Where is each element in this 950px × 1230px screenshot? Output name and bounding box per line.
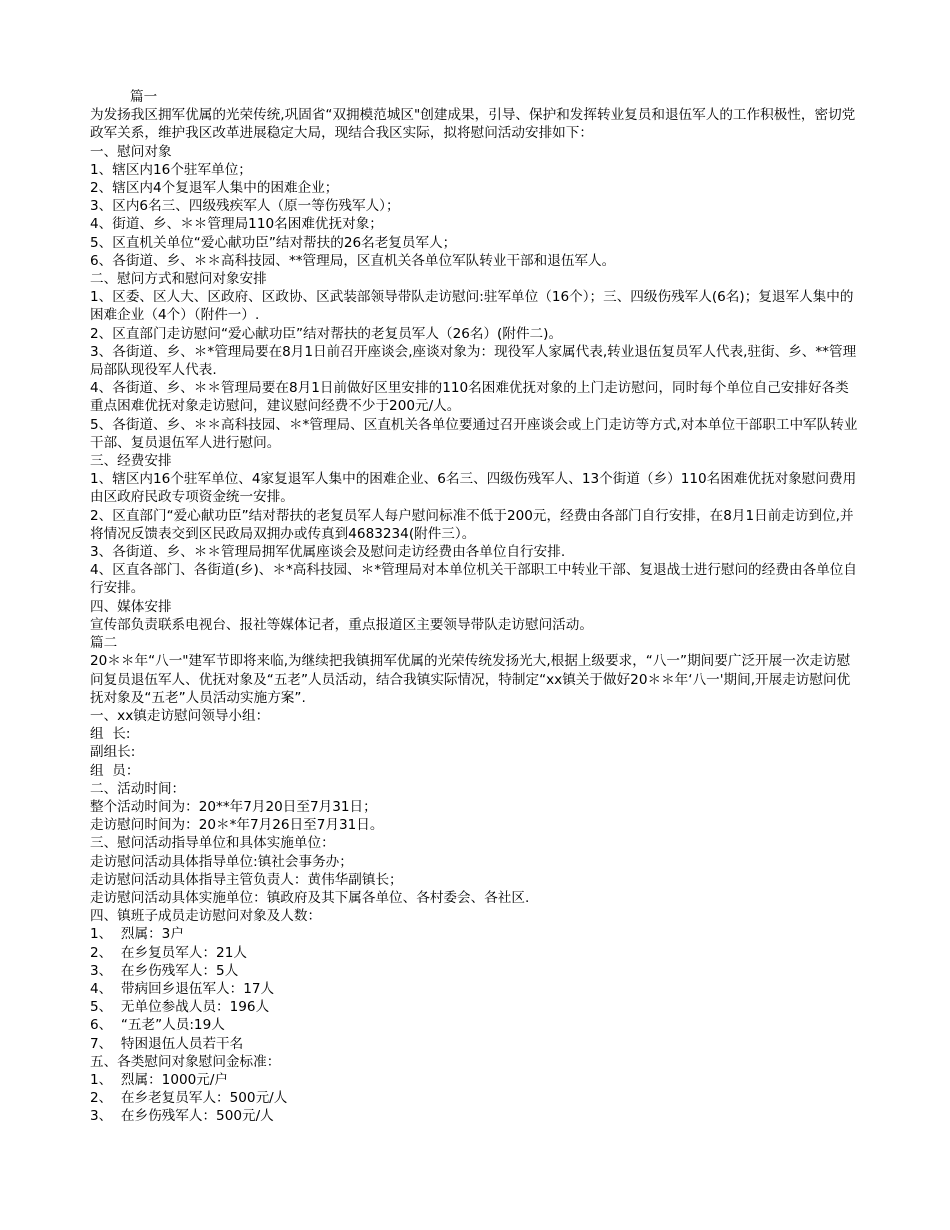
intro-paragraph: 20＊＊年“八一"建军节即将来临,为继续把我镇拥军优属的光荣传统发扬光大,根据上级要求，“八一”期间要广泛开展一次走访慰问复员退伍军人、优抚对象及“五老”人员活动，结合我镇实际情况，特制定“xx镇关于做好20＊＊年‘八一'期间,开展走访慰问优抚对象及“五老”人员活动实施方案”.	[90, 653, 851, 706]
list-item: 1、区委、区人大、区政府、区政协、区武装部领导带队走访慰问:驻军单位（16个）；三、四级伤残军人(6名)；复退军人集中的困难企业（4个）（附件一）.	[90, 289, 854, 324]
list-item: 3、区内6名三、四级残疾军人（原一等伤残军人）；	[90, 198, 400, 215]
paragraph: 走访慰问活动具体指导主管负责人：黄伟华副镇长；	[90, 871, 403, 888]
list-item: 5、各街道、乡、＊＊高科技园、＊*管理局、区直机关各单位要通过召开座谈会或上门走访等方式,对本单位干部职工中军队转业干部、复员退伍军人进行慰问。	[90, 416, 858, 451]
list-item: 3、 在乡伤残军人：500元/人	[90, 1108, 274, 1125]
list-item: 2、 在乡复员军人：21人	[90, 944, 247, 961]
list-item: 2、辖区内4个复退军人集中的困难企业；	[90, 180, 339, 197]
role-leader: 组 长:	[90, 726, 131, 743]
list-item: 2、 在乡老复员军人：500元/人	[90, 1090, 288, 1107]
list-item: 1、 烈属：1000元/户	[90, 1071, 229, 1088]
list-item: 4、各街道、乡、＊＊管理局要在8月1日前做好区里安排的110名困难优抚对象的上门走访慰问，同时每个单位自己安排好各类重点困难优抚对象走访慰问，建议慰问经费不少于200元/人。	[90, 380, 849, 415]
subheading-units: 三、慰问活动指导单位和具体实施单位：	[90, 835, 335, 852]
subheading-funding-standards: 五、各类慰问对象慰问金标准：	[90, 1053, 281, 1070]
subheading-targets: 一、慰问对象	[90, 143, 172, 160]
paragraph: 走访慰问时间为：20＊*年7月26日至7月31日。	[90, 817, 384, 834]
list-item: 4、区直各部门、各街道(乡)、＊*高科技园、＊*管理局对本单位机关干部职工中转业干部、复退战士进行慰问的经费由各单位自行安排。	[90, 562, 857, 597]
list-item: 3、各街道、乡、＊*管理局要在8月1日前召开座谈会,座谈对象为：现役军人家属代表,转业退伍复员军人代表,驻街、乡、**管理局部队现役军人代表.	[90, 343, 857, 379]
list-item: 4、 带病回乡退伍军人：17人	[90, 980, 275, 997]
paragraph: 整个活动时间为：20**年7月20日至7月31日；	[90, 798, 377, 815]
list-item: 2、区直部门“爱心献功臣”结对帮扶的老复员军人每户慰问标准不低于200元，经费由各部门自行安排，在8月1日前走访到位,并将情况反馈表交到区民政局双拥办或传真到4683234(附件三）。	[90, 507, 854, 542]
list-item: 6、各街道、乡、＊＊高科技园、**管理局，区直机关各单位军队转业干部和退伍军人。	[90, 252, 616, 269]
list-item: 6、 “五老”人员:19人	[90, 1017, 225, 1034]
list-item: 1、辖区内16个驻军单位、4家复退军人集中的困难企业、6名三、四级伤残军人、13个街道（乡）110名困难优抚对象慰问费用由区政府民政专项资金统一安排。	[90, 471, 857, 506]
section-heading-part-two: 篇二	[90, 635, 118, 652]
list-item: 5、 无单位参战人员：196人	[90, 999, 270, 1016]
document-page	[90, 88, 860, 1126]
section-heading-part-one: 篇一	[130, 89, 158, 105]
list-item: 5、区直机关单位“爱心献功臣”结对帮扶的26名老复员军人；	[90, 234, 457, 251]
subheading-visit-counts: 四、镇班子成员走访慰问对象及人数：	[90, 908, 322, 925]
subheading-funding: 三、经费安排	[90, 453, 172, 470]
paragraph: 宣传部负责联系电视台、报社等媒体记者，重点报道区主要领导带队走访慰问活动。	[90, 616, 593, 633]
list-item: 2、区直部门走访慰问“爱心献功臣”结对帮扶的老复员军人（26名）(附件二)。	[90, 325, 563, 342]
intro-paragraph: 为发扬我区拥军优属的光荣传统,巩固省“双拥模范城区"创建成果，引导、保护和发挥转业复员和退伍军人的工作积极性，密切党政军关系，维护我区改革进展稳定大局，现结合我区实际，拟将慰问活动安排如下：	[90, 107, 856, 142]
paragraph: 走访慰问活动具体指导单位:镇社会事务办；	[90, 853, 353, 870]
subheading-methods: 二、慰问方式和慰问对象安排	[90, 271, 267, 288]
paragraph: 走访慰问活动具体实施单位：镇政府及其下属各单位、各村委会、各社区.	[90, 889, 530, 906]
list-item: 1、辖区内16个驻军单位；	[90, 161, 252, 178]
list-item: 1、 烈属：3户	[90, 926, 184, 943]
list-item: 3、 在乡伤残军人：5人	[90, 962, 239, 979]
list-item: 4、街道、乡、＊＊管理局110名困难优抚对象；	[90, 216, 383, 233]
subheading-media: 四、媒体安排	[90, 598, 172, 615]
list-item: 7、 特困退伍人员若干名	[90, 1035, 244, 1052]
list-item: 3、各街道、乡、＊＊管理局拥军优属座谈会及慰问走访经费由各单位自行安排.	[90, 544, 566, 561]
role-deputy-leader: 副组长:	[90, 744, 136, 761]
role-members: 组 员：	[90, 762, 140, 779]
subheading-leadership: 一、xx镇走访慰问领导小组：	[90, 707, 270, 724]
subheading-schedule: 二、活动时间：	[90, 780, 186, 797]
